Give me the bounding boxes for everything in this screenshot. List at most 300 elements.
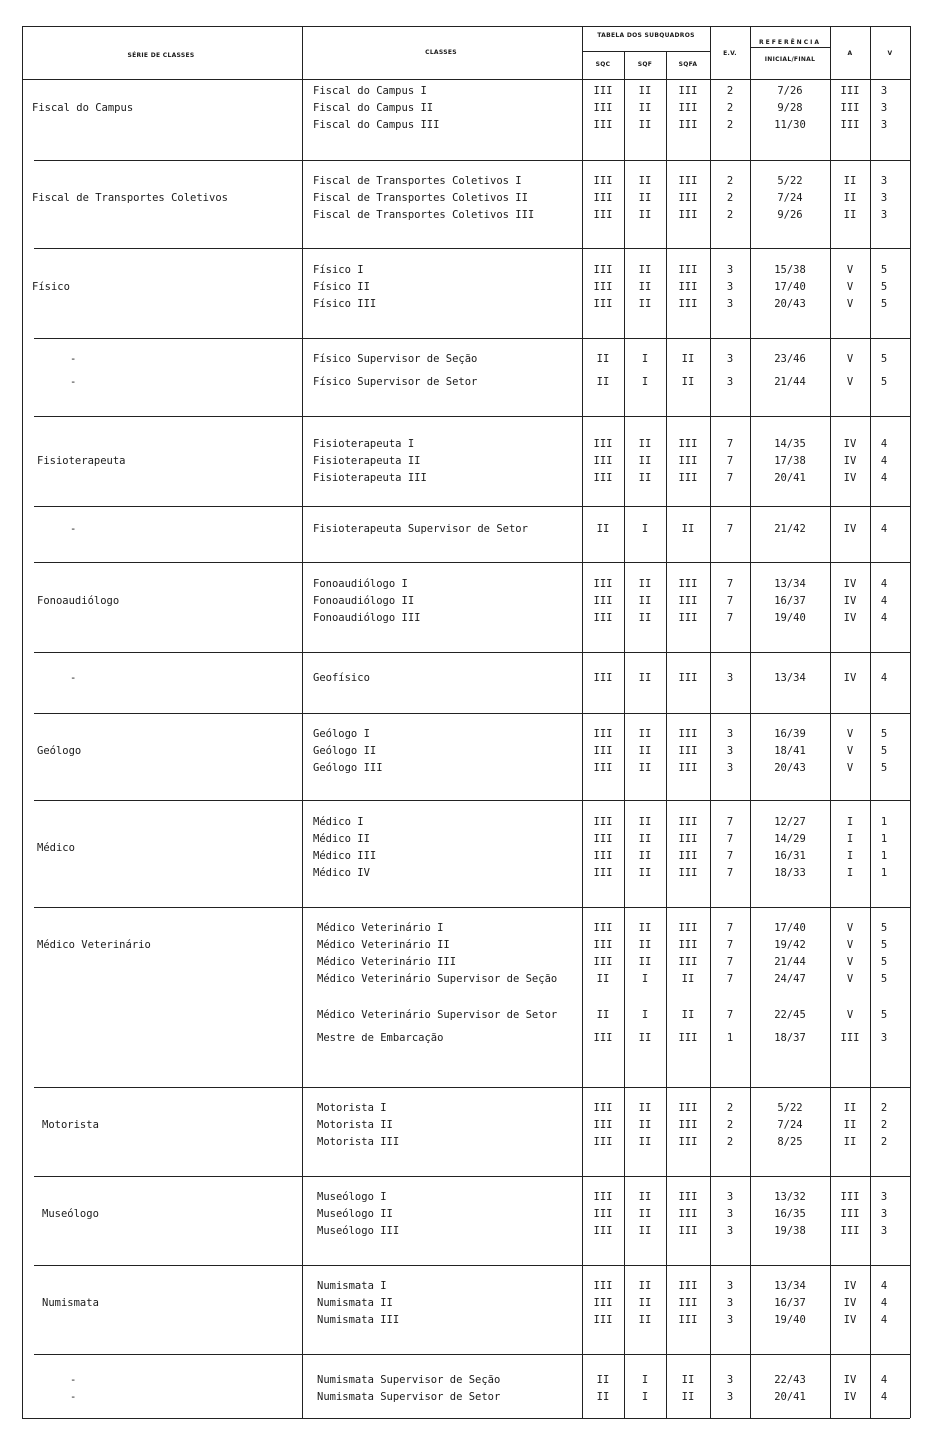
group-separator [34,248,910,249]
cell-v: 3 [880,1208,888,1220]
cell-sqc: III [593,578,613,590]
cell-v: 5 [880,728,888,740]
table-row [22,1374,910,1390]
table-top-rule [22,26,910,27]
cell-ev: 1 [726,1032,734,1044]
cell-ref: 13/34 [774,1280,806,1292]
cell-a: II [843,1119,857,1131]
cell-classe: Fisioterapeuta III [313,472,427,484]
cell-ev: 3 [726,353,734,365]
series-name: Médico [37,841,75,854]
group-separator [34,160,910,161]
cell-v: 5 [880,376,888,388]
cell-v: 4 [880,455,888,467]
cell-a: IV [843,1374,857,1386]
table-row [22,1225,910,1241]
cell-sqc: III [593,102,613,114]
cell-ev: 7 [726,922,734,934]
cell-sqc: III [593,1314,613,1326]
cell-sqfa: III [678,672,698,684]
cell-classe: Motorista II [317,1119,393,1131]
cell-sqc: III [593,1280,613,1292]
cell-a: II [843,209,857,221]
cell-classe: Físico I [313,264,364,276]
header-v: V [887,50,893,57]
cell-sqc: II [596,353,610,365]
cell-ref: 7/24 [777,1119,803,1131]
cell-ev: 2 [726,119,734,131]
cell-sqc: III [593,728,613,740]
group-separator [34,562,910,563]
cell-v: 4 [880,672,888,684]
cell-ref: 5/22 [777,1102,803,1114]
table-row [22,1009,910,1025]
cell-v: 4 [880,595,888,607]
table-row [22,1119,910,1135]
table-row [22,353,910,369]
cell-a: IV [843,523,857,535]
cell-v: 3 [880,85,888,97]
cell-sqf: II [638,472,652,484]
cell-sqf: II [638,1032,652,1044]
cell-a: IV [843,595,857,607]
series-name: Fiscal do Campus [32,102,134,114]
table-row [22,728,910,744]
cell-sqc: II [596,376,610,388]
cell-a: III [840,85,860,97]
cell-sqfa: III [678,209,698,221]
cell-v: 3 [880,209,888,221]
cell-ref: 16/37 [774,1297,806,1309]
table-row [22,578,910,594]
cell-sqc: III [593,939,613,951]
cell-sqf: II [638,85,652,97]
cell-classe: Fiscal de Transportes Coletivos I [313,175,522,187]
cell-ev: 3 [726,1225,734,1237]
group-separator [34,1354,910,1355]
cell-a: V [846,1009,854,1021]
cell-v: 3 [880,1032,888,1044]
cell-ref: 17/38 [774,455,806,467]
table-row [22,472,910,488]
cell-sqfa: II [681,1374,695,1386]
cell-sqf: II [638,281,652,293]
cell-v: 3 [880,1191,888,1203]
cell-sqf: II [638,1297,652,1309]
cell-sqc: III [593,1191,613,1203]
table-row [22,867,910,883]
table-row [22,595,910,611]
cell-ref: 19/38 [774,1225,806,1237]
cell-sqc: III [593,472,613,484]
cell-classe: Fiscal do Campus I [313,85,427,97]
table-row [22,1297,910,1313]
cell-ev: 7 [726,850,734,862]
cell-v: 5 [880,353,888,365]
table-row [22,762,910,778]
cell-sqf: II [638,595,652,607]
cell-sqfa: III [678,1225,698,1237]
cell-sqf: I [641,1374,649,1386]
cell-sqf: II [638,192,652,204]
cell-v: 5 [880,745,888,757]
cell-a: I [846,816,854,828]
cell-sqfa: III [678,816,698,828]
cell-sqf: II [638,1314,652,1326]
table-row [22,612,910,628]
cell-ev: 7 [726,1009,734,1021]
cell-a: IV [843,612,857,624]
cell-sqf: II [638,816,652,828]
cell-sqf: I [641,376,649,388]
cell-ref: 16/35 [774,1208,806,1220]
cell-v: 4 [880,612,888,624]
cell-ev: 7 [726,523,734,535]
series-name: Motorista [42,1119,99,1131]
table-row [22,175,910,191]
cell-v: 3 [880,1225,888,1237]
table-row [22,1136,910,1152]
cell-classe: Geólogo III [313,762,383,774]
cell-sqc: III [593,595,613,607]
cell-ev: 3 [726,1208,734,1220]
cell-ref: 21/42 [774,523,806,535]
cell-sqf: II [638,867,652,879]
series-name: Fisioterapeuta [37,455,126,467]
cell-ev: 3 [726,745,734,757]
table-row [22,1191,910,1207]
cell-ev: 2 [726,192,734,204]
cell-sqc: III [593,850,613,862]
series-name: Geólogo [37,745,82,757]
cell-ref: 14/29 [774,833,806,845]
cell-sqfa: III [678,867,698,879]
cell-a: III [840,102,860,114]
cell-a: IV [843,578,857,590]
table-row [22,209,910,225]
table-row [22,973,910,989]
cell-ev: 2 [726,1119,734,1131]
cell-sqc: III [593,175,613,187]
cell-a: V [846,956,854,968]
table-row [22,102,910,118]
cell-a: V [846,762,854,774]
table-row [22,1391,910,1407]
cell-ref: 7/26 [777,85,803,97]
cell-a: V [846,745,854,757]
cell-ev: 7 [726,956,734,968]
cell-sqc: III [593,956,613,968]
table-row [22,264,910,280]
cell-sqc: III [593,867,613,879]
cell-sqfa: III [678,1032,698,1044]
cell-classe: Médico Veterinário I [317,922,444,934]
cell-classe: Físico Supervisor de Seção [313,353,478,365]
cell-v: 5 [880,973,888,985]
cell-sqfa: III [678,578,698,590]
cell-sqfa: III [678,612,698,624]
cell-a: V [846,939,854,951]
cell-classe: Fisioterapeuta I [313,438,415,450]
cell-sqfa: III [678,1314,698,1326]
table-row [22,1208,910,1224]
series-name: Museólogo [42,1208,99,1220]
cell-ev: 3 [726,728,734,740]
cell-ref: 17/40 [774,922,806,934]
cell-sqfa: III [678,1191,698,1203]
cell-v: 4 [880,1374,888,1386]
cell-sqfa: III [678,833,698,845]
cell-v: 2 [880,1136,888,1148]
cell-ref: 20/43 [774,298,806,310]
cell-sqfa: III [678,922,698,934]
cell-sqf: II [638,298,652,310]
cell-ref: 24/47 [774,973,806,985]
cell-v: 5 [880,922,888,934]
cell-sqf: II [638,175,652,187]
series-name: - [70,376,77,388]
referencia-rule [750,47,830,48]
cell-classe: Numismata Supervisor de Seção [317,1374,501,1386]
cell-v: 3 [880,119,888,131]
cell-a: V [846,281,854,293]
cell-v: 1 [880,816,888,828]
cell-ev: 7 [726,595,734,607]
cell-classe: Museólogo II [317,1208,393,1220]
group-separator [34,907,910,908]
cell-classe: Museólogo I [317,1191,387,1203]
cell-sqf: II [638,119,652,131]
table-row [22,1314,910,1330]
cell-classe: Geólogo I [313,728,370,740]
cell-a: II [843,1102,857,1114]
cell-sqc: III [593,455,613,467]
cell-ev: 7 [726,578,734,590]
cell-sqc: III [593,209,613,221]
cell-classe: Fiscal do Campus III [313,119,440,131]
cell-v: 5 [880,298,888,310]
table-row [22,298,910,314]
cell-v: 5 [880,281,888,293]
cell-ev: 2 [726,209,734,221]
cell-sqc: III [593,298,613,310]
cell-sqf: II [638,1208,652,1220]
cell-sqfa: III [678,119,698,131]
cell-v: 5 [880,956,888,968]
cell-sqfa: III [678,1297,698,1309]
cell-a: III [840,119,860,131]
cell-sqc: III [593,672,613,684]
cell-v: 4 [880,578,888,590]
cell-sqfa: III [678,438,698,450]
cell-classe: Médico I [313,816,364,828]
cell-classe: Numismata II [317,1297,393,1309]
cell-classe: Físico II [313,281,370,293]
cell-sqf: II [638,1280,652,1292]
cell-a: I [846,867,854,879]
cell-ref: 21/44 [774,376,806,388]
cell-sqf: II [638,1191,652,1203]
series-name: Fiscal de Transportes Coletivos [32,192,228,204]
cell-sqc: III [593,833,613,845]
table-row [22,438,910,454]
cell-classe: Físico Supervisor de Setor [313,376,478,388]
cell-a: I [846,833,854,845]
cell-ref: 16/31 [774,850,806,862]
group-separator [34,652,910,653]
cell-ev: 3 [726,762,734,774]
cell-classe: Médico III [313,850,377,862]
cell-a: II [843,192,857,204]
cell-sqfa: III [678,264,698,276]
table-row [22,672,910,688]
cell-classe: Físico III [313,298,377,310]
cell-v: 2 [880,1119,888,1131]
cell-v: 4 [880,472,888,484]
cell-classe: Geólogo II [313,745,377,757]
series-name: - [70,353,77,365]
cell-ev: 7 [726,939,734,951]
cell-sqc: III [593,1032,613,1044]
cell-sqf: II [638,264,652,276]
cell-ev: 7 [726,438,734,450]
cell-sqf: II [638,956,652,968]
cell-ev: 2 [726,85,734,97]
cell-classe: Médico IV [313,867,370,879]
table-row [22,850,910,866]
cell-v: 1 [880,850,888,862]
cell-ref: 9/26 [777,209,803,221]
cell-sqfa: III [678,281,698,293]
cell-sqc: III [593,1102,613,1114]
cell-ref: 14/35 [774,438,806,450]
cell-sqf: II [638,922,652,934]
cell-sqfa: II [681,973,695,985]
cell-sqfa: III [678,728,698,740]
cell-ev: 2 [726,102,734,114]
cell-classe: Médico Veterinário III [317,956,457,968]
cell-a: V [846,728,854,740]
cell-ev: 7 [726,833,734,845]
cell-sqfa: III [678,595,698,607]
cell-ev: 3 [726,672,734,684]
cell-ref: 18/33 [774,867,806,879]
cell-classe: Numismata III [317,1314,400,1326]
cell-a: I [846,850,854,862]
cell-v: 4 [880,523,888,535]
cell-sqc: II [596,1391,610,1403]
group-separator [34,416,910,417]
table-row [22,833,910,849]
cell-v: 1 [880,867,888,879]
cell-sqf: I [641,1391,649,1403]
cell-v: 4 [880,1280,888,1292]
cell-ref: 22/43 [774,1374,806,1386]
cell-ev: 2 [726,1102,734,1114]
cell-classe: Médico Veterinário II [317,939,450,951]
table-row [22,523,910,539]
cell-sqc: II [596,973,610,985]
cell-ref: 19/42 [774,939,806,951]
cell-a: III [840,1032,860,1044]
group-separator [34,1087,910,1088]
series-name: - [70,523,77,535]
series-name: - [70,1374,77,1386]
cell-sqf: II [638,578,652,590]
cell-sqc: III [593,192,613,204]
cell-sqf: II [638,1102,652,1114]
cell-sqc: III [593,922,613,934]
cell-ref: 20/43 [774,762,806,774]
table-row [22,192,910,208]
cell-sqf: II [638,1119,652,1131]
table-row [22,85,910,101]
cell-ev: 3 [726,281,734,293]
table-row [22,455,910,471]
cell-sqc: III [593,612,613,624]
table-bottom-rule [22,1418,910,1419]
cell-ev: 2 [726,175,734,187]
cell-sqfa: III [678,956,698,968]
cell-sqc: III [593,1208,613,1220]
table-row [22,745,910,761]
cell-sqf: II [638,745,652,757]
cell-sqfa: II [681,376,695,388]
cell-sqfa: III [678,1119,698,1131]
cell-v: 4 [880,1391,888,1403]
cell-ref: 21/44 [774,956,806,968]
cell-classe: Motorista III [317,1136,400,1148]
cell-sqc: III [593,1297,613,1309]
group-separator [34,800,910,801]
cell-sqf: II [638,102,652,114]
group-separator [34,338,910,339]
cell-sqf: I [641,523,649,535]
cell-sqf: II [638,672,652,684]
cell-sqf: I [641,1009,649,1021]
cell-ev: 3 [726,1297,734,1309]
cell-sqf: II [638,850,652,862]
cell-ref: 9/28 [777,102,803,114]
cell-v: 3 [880,175,888,187]
cell-a: V [846,376,854,388]
cell-sqfa: III [678,1280,698,1292]
cell-sqfa: II [681,353,695,365]
cell-sqfa: III [678,939,698,951]
cell-ev: 7 [726,472,734,484]
cell-ev: 3 [726,1191,734,1203]
group-separator [34,713,910,714]
cell-sqf: II [638,455,652,467]
cell-sqfa: II [681,1391,695,1403]
cell-sqc: III [593,264,613,276]
cell-sqf: I [641,353,649,365]
cell-classe: Médico II [313,833,370,845]
cell-classe: Fisioterapeuta Supervisor de Setor [313,523,528,535]
cell-sqc: III [593,85,613,97]
series-name: - [70,672,77,684]
header-sqfa: SQFA [678,61,698,68]
series-name: Físico [32,281,70,293]
header-referencia: REFERÊNCIA [759,39,821,46]
cell-ev: 7 [726,816,734,828]
table-row [22,1280,910,1296]
cell-v: 5 [880,264,888,276]
cell-classe: Museólogo III [317,1225,400,1237]
cell-v: 4 [880,1314,888,1326]
cell-sqc: III [593,1225,613,1237]
cell-sqc: II [596,523,610,535]
